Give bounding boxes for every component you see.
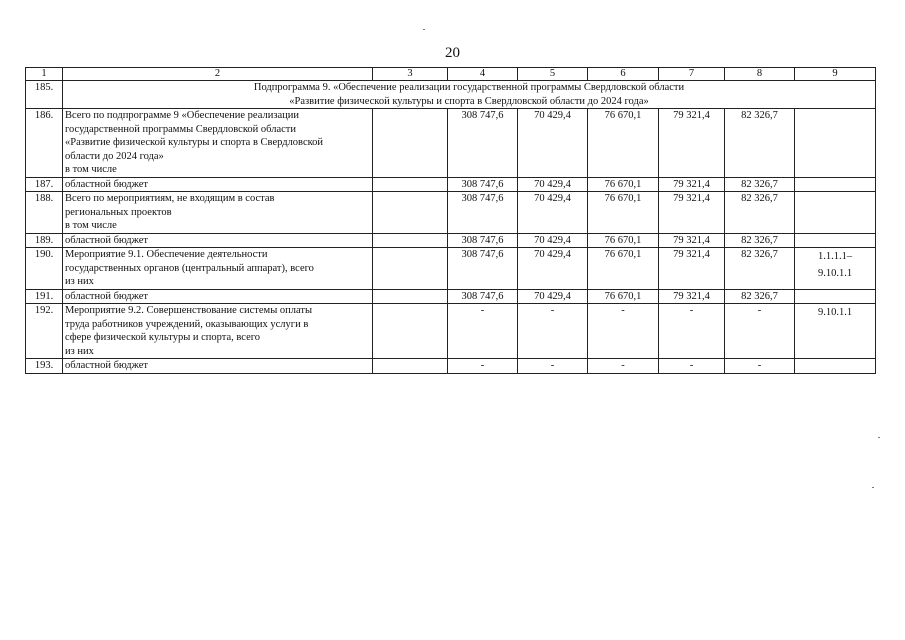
value-cell: 79 321,4	[659, 248, 725, 290]
row-name-line: государственных органов (центральный аппарат), всего	[65, 262, 314, 274]
column-header: 1	[26, 68, 63, 81]
row-number: 191.	[26, 289, 63, 304]
column-header: 9	[795, 68, 876, 81]
value-cell: -	[725, 359, 795, 374]
column-header: 5	[518, 68, 588, 81]
row-name-line: труда работников учреждений, оказывающих услуги в	[65, 318, 309, 330]
value-cell: 76 670,1	[588, 177, 659, 192]
value-cell: -	[588, 304, 659, 359]
value-cell: 76 670,1	[588, 289, 659, 304]
scan-speck	[872, 487, 874, 488]
row-number: 193.	[26, 359, 63, 374]
row-name	[63, 177, 373, 192]
value-cell: 308 747,6	[448, 109, 518, 178]
column-header: 6	[588, 68, 659, 81]
row-name-line: областной бюджет	[65, 360, 148, 371]
value-cell: -	[588, 359, 659, 374]
row-name-line: областной бюджет	[65, 234, 148, 246]
row-name-line: региональных проектов	[65, 206, 172, 218]
value-cell: 79 321,4	[659, 192, 725, 234]
value-cell: 70 429,4	[518, 248, 588, 290]
subprogram-row	[26, 81, 876, 109]
indicator-code: 1.1.1.1–	[817, 251, 853, 262]
row-name	[63, 192, 373, 234]
row-number: 185.	[26, 81, 63, 109]
value-cell: -	[518, 359, 588, 374]
budget-table	[25, 67, 876, 374]
column-header: 4	[448, 68, 518, 81]
row-number: 187.	[26, 177, 63, 192]
value-cell: -	[659, 359, 725, 374]
row-name	[63, 248, 373, 290]
row-name-line: сфере физической культуры и спорта, всего	[65, 332, 261, 343]
value-cell: 82 326,7	[725, 192, 795, 234]
value-cell: 308 747,6	[448, 192, 518, 234]
row-name-line: государственной программы Свердловской области	[65, 123, 296, 135]
value-cell	[373, 109, 448, 178]
value-cell: 79 321,4	[659, 233, 725, 248]
scan-speck	[878, 437, 880, 438]
value-cell: 70 429,4	[518, 289, 588, 304]
scan-speck	[423, 29, 425, 30]
value-cell: 76 670,1	[588, 248, 659, 290]
column-header: 8	[725, 68, 795, 81]
row-number: 192.	[26, 304, 63, 359]
table-row	[26, 304, 876, 359]
row-name	[63, 109, 373, 178]
value-cell: 82 326,7	[725, 248, 795, 290]
row-name	[63, 359, 373, 374]
value-cell: 76 670,1	[588, 233, 659, 248]
row-name-line: Всего по мероприятиям, не входящим в состав	[65, 193, 275, 204]
table-row	[26, 248, 876, 290]
value-cell	[373, 177, 448, 192]
table-row	[26, 359, 876, 374]
value-cell: 308 747,6	[448, 233, 518, 248]
row-name	[63, 289, 373, 304]
row-name-line: из них	[65, 345, 94, 357]
value-cell	[373, 248, 448, 290]
value-cell: 79 321,4	[659, 177, 725, 192]
page-number: 20	[445, 45, 460, 61]
indicator-cell	[795, 359, 876, 374]
indicator-code: 9.10.1.1	[817, 307, 853, 318]
column-number-row	[26, 68, 876, 81]
row-name-line: в том числе	[65, 220, 117, 231]
value-cell: -	[518, 304, 588, 359]
row-name-line: из них	[65, 276, 94, 287]
column-header: 7	[659, 68, 725, 81]
value-cell: -	[725, 304, 795, 359]
table-row	[26, 289, 876, 304]
row-name	[63, 233, 373, 248]
row-number: 190.	[26, 248, 63, 290]
value-cell: 76 670,1	[588, 109, 659, 178]
value-cell: -	[659, 304, 725, 359]
value-cell: 79 321,4	[659, 109, 725, 178]
value-cell: 79 321,4	[659, 289, 725, 304]
value-cell	[373, 359, 448, 374]
row-name-line: в том числе	[65, 164, 117, 175]
indicator-cell	[795, 289, 876, 304]
column-header: 2	[63, 68, 373, 81]
value-cell: 70 429,4	[518, 177, 588, 192]
subprogram-title-line: Подпрограмма 9. «Обеспечение реализации государственной программы Свердловской области	[253, 82, 685, 93]
indicator-cell	[795, 109, 876, 178]
indicator-cell	[795, 192, 876, 234]
value-cell	[373, 233, 448, 248]
subprogram-title-line: «Развитие физической культуры и спорта в Свердловской области до 2024 года»	[289, 95, 649, 107]
row-number: 188.	[26, 192, 63, 234]
value-cell: 70 429,4	[518, 192, 588, 234]
column-header: 3	[373, 68, 448, 81]
row-name-line: Мероприятие 9.2. Совершенствование системы оплаты	[65, 305, 313, 316]
value-cell	[373, 192, 448, 234]
value-cell: 82 326,7	[725, 289, 795, 304]
value-cell: 82 326,7	[725, 109, 795, 178]
table-row	[26, 233, 876, 248]
row-name-line: областной бюджет	[65, 290, 148, 302]
value-cell	[373, 304, 448, 359]
value-cell: -	[448, 359, 518, 374]
value-cell: 70 429,4	[518, 233, 588, 248]
row-name-line: Мероприятие 9.1. Обеспечение деятельности	[65, 249, 268, 260]
subprogram-title	[63, 81, 876, 109]
table-row	[26, 109, 876, 178]
value-cell	[373, 289, 448, 304]
table-row	[26, 177, 876, 192]
value-cell: 82 326,7	[725, 177, 795, 192]
row-name-line: области до 2024 года»	[65, 150, 164, 162]
value-cell: 308 747,6	[448, 177, 518, 192]
row-name-line: областной бюджет	[65, 178, 148, 190]
table-row	[26, 192, 876, 234]
indicator-cell	[795, 248, 876, 290]
value-cell: 70 429,4	[518, 109, 588, 178]
indicator-cell	[795, 233, 876, 248]
value-cell: -	[448, 304, 518, 359]
row-number: 186.	[26, 109, 63, 178]
value-cell: 308 747,6	[448, 248, 518, 290]
value-cell: 308 747,6	[448, 289, 518, 304]
row-name-line: Всего по подпрограмме 9 «Обеспечение реализации	[65, 110, 299, 121]
row-name-line: «Развитие физической культуры и спорта в Свердловской	[65, 137, 324, 148]
row-name	[63, 304, 373, 359]
indicator-code: 9.10.1.1	[817, 268, 853, 279]
indicator-cell	[795, 304, 876, 359]
row-number: 189.	[26, 233, 63, 248]
value-cell: 76 670,1	[588, 192, 659, 234]
value-cell: 82 326,7	[725, 233, 795, 248]
indicator-cell	[795, 177, 876, 192]
